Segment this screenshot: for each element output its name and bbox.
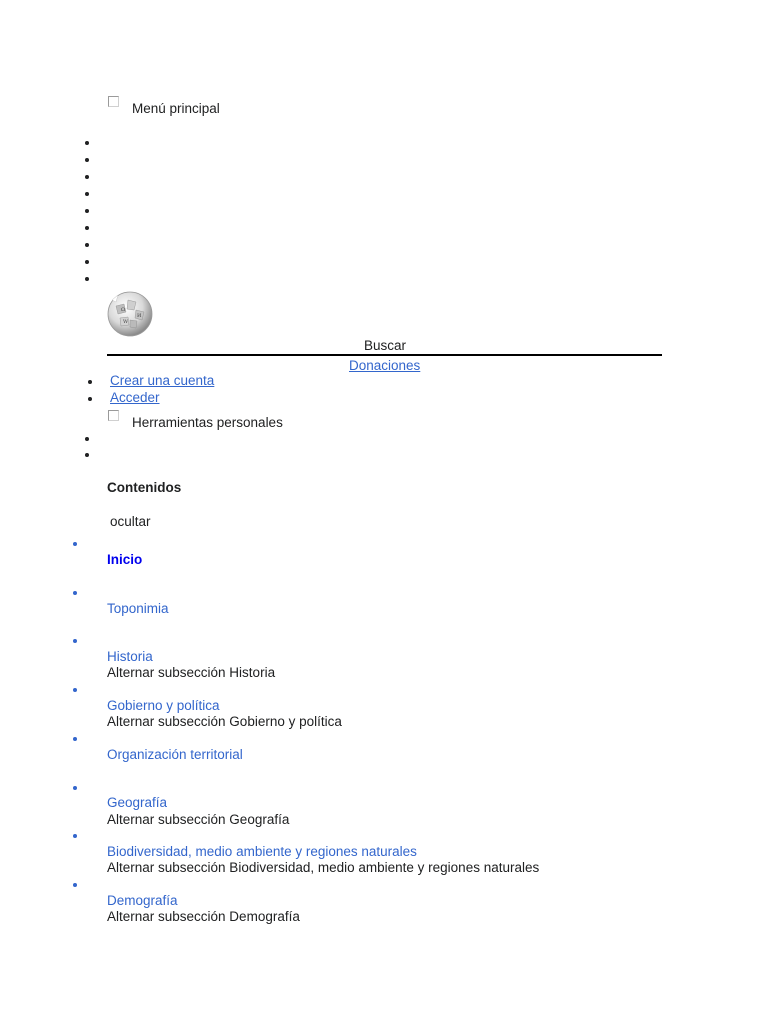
nav-bullet [85, 209, 89, 213]
toc-toggle-demografia[interactable]: Alternar subsección Demografía [107, 909, 300, 924]
main-menu-checkbox[interactable] [108, 96, 119, 107]
toc-item-geografia[interactable]: Geografía [107, 795, 168, 810]
nav-bullet [85, 226, 89, 230]
personal-tools-bullet [85, 453, 89, 457]
personal-tools-label[interactable]: Herramientas personales [132, 415, 283, 430]
toc-bullet [73, 591, 77, 595]
toc-item-toponimia[interactable]: Toponimia [107, 601, 169, 616]
donations-link[interactable]: Donaciones [349, 358, 421, 373]
toc-toggle-biodiversidad[interactable]: Alternar subsección Biodiversidad, medio ambiente y regiones naturales [107, 860, 540, 875]
toc-item-demografia[interactable]: Demografía [107, 893, 178, 908]
toc-item-historia[interactable]: Historia [107, 649, 153, 664]
toc-bullet [73, 688, 77, 692]
main-menu-label[interactable]: Menú principal [132, 101, 220, 116]
svg-text:И: И [137, 313, 142, 319]
toc-hide-button[interactable]: ocultar [110, 514, 151, 529]
toc-bullet [73, 737, 77, 741]
nav-bullet [85, 158, 89, 162]
account-bullet [88, 397, 92, 401]
toc-item-gobierno[interactable]: Gobierno y política [107, 698, 220, 713]
nav-bullet [85, 141, 89, 145]
search-label[interactable]: Buscar [364, 338, 407, 353]
toc-toggle-geografia[interactable]: Alternar subsección Geografía [107, 812, 290, 827]
toc-title: Contenidos [107, 480, 182, 495]
toc-item-inicio[interactable]: Inicio [107, 552, 143, 567]
account-bullet [88, 380, 92, 384]
toc-bullet [73, 883, 77, 887]
toc-bullet [73, 786, 77, 790]
toc-item-biodiversidad[interactable]: Biodiversidad, medio ambiente y regiones naturales [107, 844, 417, 859]
nav-bullet [85, 243, 89, 247]
wikipedia-logo-icon[interactable] [106, 290, 154, 338]
nav-bullet [85, 175, 89, 179]
create-account-link[interactable]: Crear una cuenta [110, 373, 215, 388]
personal-tools-checkbox[interactable] [108, 410, 119, 421]
toc-bullet [73, 542, 77, 546]
search-input[interactable] [107, 354, 662, 356]
toc-item-organizacion[interactable]: Organización territorial [107, 747, 243, 762]
nav-bullet [85, 277, 89, 281]
svg-text:Ω: Ω [121, 307, 126, 313]
toc-toggle-gobierno[interactable]: Alternar subsección Gobierno y política [107, 714, 342, 729]
toc-toggle-historia[interactable]: Alternar subsección Historia [107, 665, 276, 680]
login-link[interactable]: Acceder [110, 390, 160, 405]
nav-bullet [85, 260, 89, 264]
toc-bullet [73, 639, 77, 643]
nav-bullet [85, 192, 89, 196]
personal-tools-bullet [85, 437, 89, 441]
toc-bullet [73, 834, 77, 838]
svg-text:W: W [123, 319, 129, 325]
